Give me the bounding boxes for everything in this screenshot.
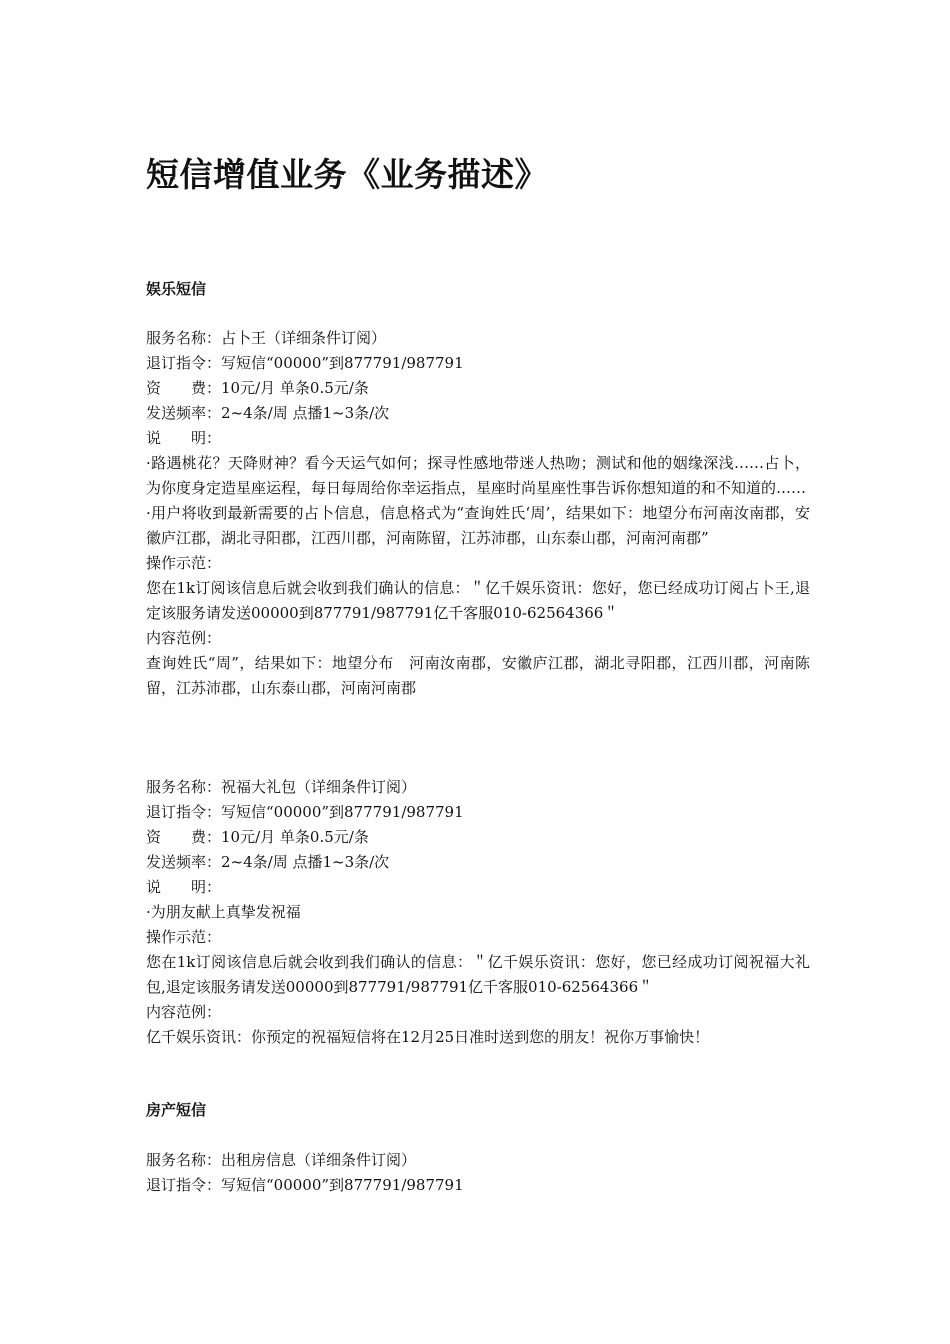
service-name: 服务名称：出租房信息（详细条件订阅） xyxy=(146,1151,417,1169)
description-paragraph: ·路遇桃花？天降财神？看今天运气如何；探寻性感地带迷人热吻；测试和他的姻缘深浅……占卜，为你度身定造星座运程，每日每周给你幸运指点，星座时尚星座性事告诉你想知道的和不知道的…… xyxy=(146,454,810,497)
service-name: 服务名称：祝福大礼包（详细条件订阅） xyxy=(146,778,417,796)
example-text: 查询姓氏“周”，结果如下：地望分布 河南汝南郡，安徽庐江郡，湖北寻阳郡，江西川郡，河南陈留，江苏沛郡，山东泰山郡，河南河南郡 xyxy=(146,654,810,697)
description-label: 说 明： xyxy=(146,429,222,447)
demo-text: 您在1k订阅该信息后就会收到我们确认的信息：＂亿千娱乐资讯：您好，您已经成功订阅祝福大礼包,退定该服务请发送00000到877791/987791亿千客服010-62564366＂ xyxy=(146,953,810,996)
unsubscribe-command: 退订指令：写短信“00000”到877791/987791 xyxy=(146,803,464,821)
example-label: 内容范例： xyxy=(146,629,222,647)
demo-text: 您在1k订阅该信息后就会收到我们确认的信息：＂亿千娱乐资讯：您好，您已经成功订阅占卜王,退定该服务请发送00000到877791/987791亿千客服010-62564366＂ xyxy=(146,579,810,622)
demo-label: 操作示范： xyxy=(146,928,222,946)
description-label: 说 明： xyxy=(146,878,222,896)
section-heading-real-estate: 房产短信 xyxy=(146,1101,207,1119)
description-paragraph: ·用户将收到最新需要的占卜信息，信息格式为“查询姓氏‘周’，结果如下：地望分布河南汝南郡，安徽庐江郡，湖北寻阳郡，江西川郡，河南陈留，江苏沛郡，山东泰山郡，河南河南郡” xyxy=(146,504,810,547)
document-title: 短信增值业务《业务描述》 xyxy=(146,155,548,194)
example-text: 亿千娱乐资讯：你预定的祝福短信将在12月25日准时送到您的朋友！祝你万事愉快！ xyxy=(146,1028,710,1046)
service-block-rental xyxy=(146,1148,810,1198)
description-paragraph: ·为朋友献上真挚发祝福 xyxy=(146,903,301,921)
example-label: 内容范例： xyxy=(146,1003,222,1021)
send-frequency: 发送频率：2~4条/周 点播1~3条/次 xyxy=(146,404,390,422)
service-fee: 资 费：10元/月 单条0.5元/条 xyxy=(146,828,369,846)
service-block-blessing xyxy=(146,775,810,1050)
send-frequency: 发送频率：2~4条/周 点播1~3条/次 xyxy=(146,853,390,871)
service-name: 服务名称：占卜王（详细条件订阅） xyxy=(146,329,387,347)
service-fee: 资 费：10元/月 单条0.5元/条 xyxy=(146,379,369,397)
unsubscribe-command: 退订指令：写短信“00000”到877791/987791 xyxy=(146,1176,464,1194)
section-heading-entertainment: 娱乐短信 xyxy=(146,280,207,298)
unsubscribe-command: 退订指令：写短信“00000”到877791/987791 xyxy=(146,354,464,372)
service-block-fortune xyxy=(146,326,810,701)
demo-label: 操作示范： xyxy=(146,554,222,572)
